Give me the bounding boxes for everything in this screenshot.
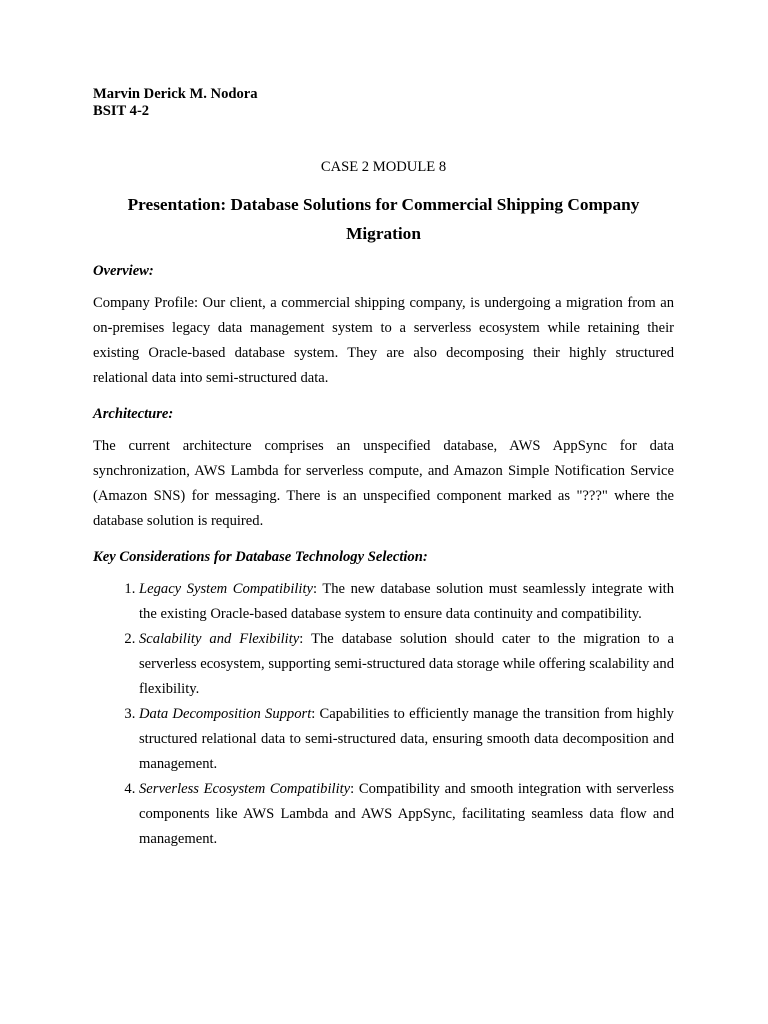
overview-paragraph: Company Profile: Our client, a commercial shipping company, is undergoing a migration from an on-premises legacy data management system to a serverless ecosystem while retaining their existing Oracle-based database system. They are also decomposing their highly structured relational data into semi-structured data. — [93, 295, 674, 386]
list-item — [139, 627, 674, 702]
list-item-term: Scalability and Flexibility — [139, 631, 300, 647]
document-title: Presentation: Database Solutions for Commercial Shipping Company Migration — [127, 195, 640, 243]
author-block — [93, 86, 674, 120]
list-item-text: : The database solution should cater to the migration to a serverless ecosystem, supporting semi-structured data storage while offering scalability and flexibility. — [139, 631, 674, 697]
document-page — [93, 86, 674, 852]
architecture-heading: Architecture: — [93, 406, 174, 422]
list-item — [139, 777, 674, 852]
list-item-term: Legacy System Compatibility — [139, 581, 314, 597]
list-item-text: : Capabilities to efficiently manage the transition from highly structured relational data to semi-structured data, ensuring smooth data decomposition and management. — [139, 706, 674, 772]
architecture-paragraph: The current architecture comprises an unspecified database, AWS AppSync for data synchronization, AWS Lambda for serverless compute, and Amazon Simple Notification Service (Amazon SNS) for messaging. There is an unspecified component marked as "???" where the database solution is required. — [93, 438, 674, 529]
list-item-text: : The new database solution must seamlessly integrate with the existing Oracle-based database system to ensure data continuity and compatibility. — [139, 581, 674, 622]
list-item-term: Serverless Ecosystem Compatibility — [139, 781, 351, 797]
author-name: Marvin Derick M. Nodora — [93, 86, 258, 102]
overview-heading: Overview: — [93, 263, 154, 279]
list-item-text: : Compatibility and smooth integration with serverless components like AWS Lambda and AWS AppSync, facilitating seamless data flow and management. — [139, 781, 674, 847]
author-section: BSIT 4-2 — [93, 103, 150, 119]
considerations-heading: Key Considerations for Database Technology Selection: — [93, 549, 428, 565]
list-item — [139, 702, 674, 777]
list-item-term: Data Decomposition Support — [139, 706, 312, 722]
list-item — [139, 577, 674, 627]
case-label: CASE 2 MODULE 8 — [320, 159, 447, 175]
considerations-list — [93, 577, 674, 852]
